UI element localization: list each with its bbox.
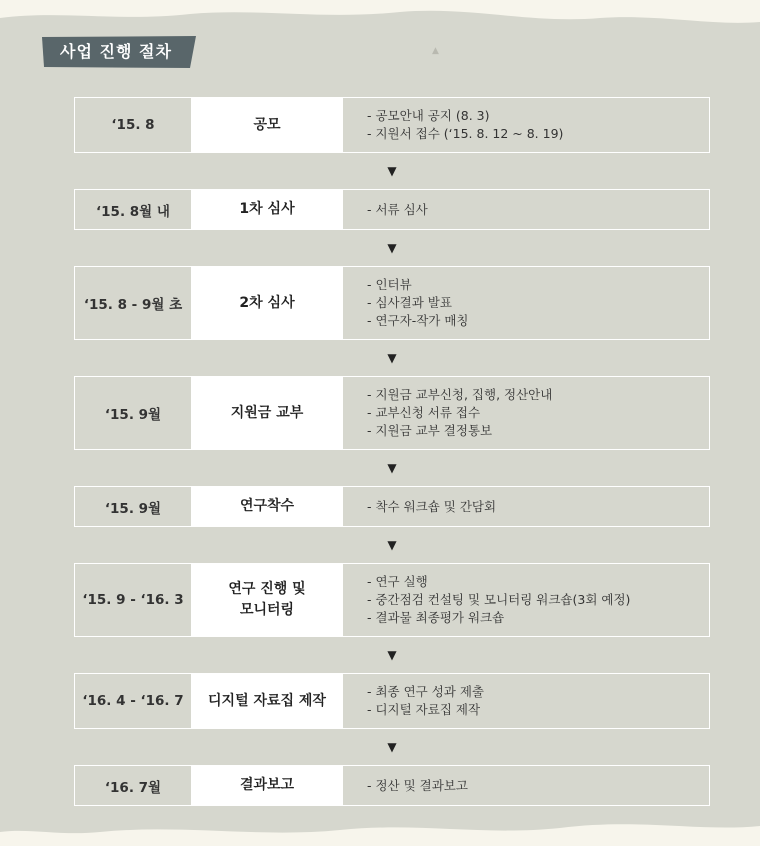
step-date: ‘15. 8 — [111, 117, 155, 133]
down-arrow-icon: ▼ — [387, 461, 397, 475]
step-description — [343, 190, 709, 229]
step-date: ‘15. 9월 — [104, 500, 162, 517]
step-description — [343, 98, 709, 152]
step-description-item: - 연구자-작가 매칭 — [367, 313, 469, 328]
step-description-item: - 디지털 자료집 제작 — [367, 702, 481, 717]
step-description — [343, 766, 709, 805]
step-name: 결과보고 — [239, 777, 295, 793]
step-row — [74, 189, 710, 230]
step-description — [343, 674, 709, 728]
step-description-item: - 지원서 접수 (‘15. 8. 12 ~ 8. 19) — [367, 126, 564, 141]
step-name-cell — [191, 487, 343, 526]
step-description — [343, 267, 709, 339]
step-date: ‘16. 7월 — [104, 779, 162, 796]
step-row — [74, 563, 710, 637]
step-row — [74, 266, 710, 340]
section-title-tag — [42, 36, 196, 68]
down-arrow-icon: ▼ — [387, 351, 397, 365]
step-description-item: - 인터뷰 — [367, 277, 412, 292]
step-name-cell — [191, 98, 343, 152]
page-title: 사업 진행 절차 — [60, 42, 172, 61]
process-steps — [74, 97, 710, 806]
step-name-cell — [191, 190, 343, 229]
step-row — [74, 673, 710, 729]
step-name: 연구 진행 및 모니터링 — [228, 581, 306, 618]
step-date: ‘15. 9 - ‘16. 3 — [82, 592, 184, 608]
step-name: 1차 심사 — [239, 201, 295, 217]
step-name: 연구착수 — [239, 498, 295, 514]
down-arrow-icon: ▼ — [387, 164, 397, 178]
step-description-item: - 최종 연구 성과 제출 — [367, 684, 485, 699]
step-date: ‘15. 8 - 9월 초 — [83, 297, 183, 313]
step-description-item: - 정산 및 결과보고 — [367, 777, 468, 793]
watermark-mark: ▲ — [432, 46, 439, 56]
step-date: ‘15. 9월 — [104, 407, 162, 423]
step-date: ‘15. 8월 내 — [96, 203, 170, 220]
step-name: 2차 심사 — [239, 294, 295, 311]
down-arrow-icon: ▼ — [387, 241, 397, 255]
step-description — [343, 564, 709, 636]
step-name-cell — [191, 766, 343, 805]
step-description-item: - 심사결과 발표 — [367, 295, 452, 310]
step-name: 디지털 자료집 제작 — [208, 692, 326, 709]
down-arrow-icon: ▼ — [387, 648, 397, 662]
step-row — [74, 376, 710, 450]
step-name-cell — [191, 377, 343, 449]
step-row — [74, 486, 710, 527]
step-description-item: - 연구 실행 — [367, 574, 428, 589]
step-row — [74, 97, 710, 153]
step-description-item: - 교부신청 서류 접수 — [367, 405, 481, 420]
step-name: 공모 — [253, 116, 281, 133]
step-description-item: - 결과물 최종평가 워크숍 — [367, 610, 505, 625]
down-arrow-icon: ▼ — [387, 538, 397, 552]
step-description-item: - 지원금 교부신청, 집행, 정산안내 — [367, 387, 553, 402]
step-description-item: - 지원금 교부 결정통보 — [367, 423, 493, 438]
step-description-item: - 공모안내 공지 (8. 3) — [367, 108, 490, 123]
step-description-item: - 중간점검 컨설팅 및 모니터링 워크숍(3회 예정) — [367, 592, 631, 607]
step-name-cell — [191, 564, 343, 636]
down-arrow-icon: ▼ — [387, 740, 397, 754]
step-description — [343, 487, 709, 526]
step-description — [343, 377, 709, 449]
step-description-item: - 착수 워크숍 및 간담회 — [367, 498, 497, 514]
step-name-cell — [191, 267, 343, 339]
step-description-item: - 서류 심사 — [367, 201, 428, 217]
step-row — [74, 765, 710, 806]
step-date: ‘16. 4 - ‘16. 7 — [82, 693, 184, 709]
step-name-cell — [191, 674, 343, 728]
step-name: 지원금 교부 — [230, 404, 304, 421]
